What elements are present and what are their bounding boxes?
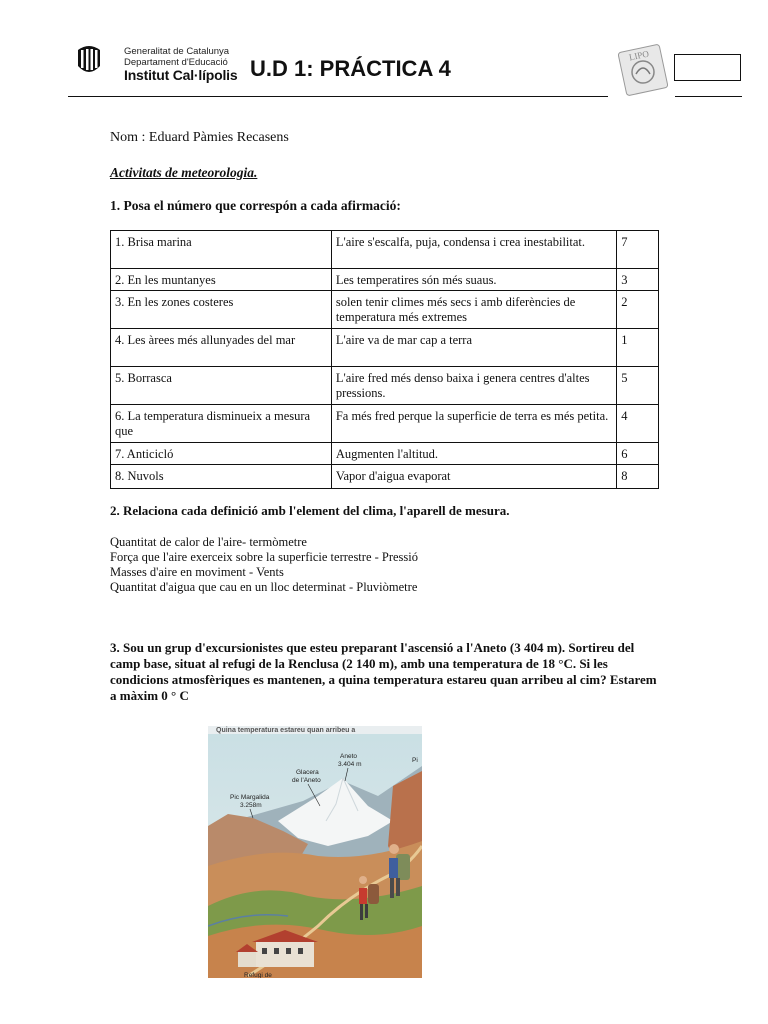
label-pic-altitude: 3.258m bbox=[240, 802, 262, 809]
page-title: U.D 1: PRÁCTICA 4 bbox=[250, 56, 451, 81]
label-glacera-aneto: de l'Aneto bbox=[292, 777, 321, 784]
table-cell-statement: 7. Anticicló bbox=[111, 443, 332, 465]
institution-line-3: Institut Cal·lípolis bbox=[124, 67, 238, 83]
institution-line-1: Generalitat de Catalunya bbox=[124, 46, 230, 57]
institution-line-2: Departament d'Educació bbox=[124, 57, 228, 68]
table-cell-number: 1 bbox=[617, 329, 659, 367]
label-right-peak: Pi bbox=[412, 757, 418, 764]
table-row bbox=[111, 231, 659, 269]
activity-heading: Activitats de meteorologia. bbox=[110, 165, 258, 180]
label-refugi: Refugi de bbox=[244, 972, 272, 978]
header-divider-right bbox=[675, 96, 742, 97]
label-glacera: Glacera bbox=[296, 769, 319, 776]
table-cell-statement: 3. En les zones costeres bbox=[111, 291, 332, 329]
table-cell-number: 7 bbox=[617, 231, 659, 269]
table-cell-number: 4 bbox=[617, 405, 659, 443]
answer-line: Força que l'aire exerceix sobre la superficie terrestre - Pressió bbox=[110, 550, 419, 564]
table-cell-statement: 4. Les àrees més allunyades del mar bbox=[111, 329, 332, 367]
table-cell-description: L'aire va de mar cap a terra bbox=[331, 329, 616, 367]
table-row bbox=[111, 443, 659, 465]
matching-table bbox=[110, 230, 659, 489]
answer-line: Quantitat de calor de l'aire- termòmetre bbox=[110, 535, 307, 549]
question-3-text: 3. Sou un grup d'excursionistes que esteu preparant l'ascensió a l'Aneto (3 404 m). Sortireu del camp base, situat al refugi de la Renclusa (2 140 m), amb una temperatura de 18 °C. Si les condicions atmosfèriques es mantenen, a quina temperatura estareu quan arribeu al cim? Estarem a màxim 0 ° C bbox=[110, 640, 657, 703]
question-1-title: 1. Posa el número que correspón a cada afirmació: bbox=[110, 198, 401, 213]
table-row bbox=[111, 269, 659, 291]
table-row bbox=[111, 405, 659, 443]
table-cell-statement: 8. Nuvols bbox=[111, 465, 332, 489]
generalitat-logo-icon bbox=[75, 44, 103, 76]
table-cell-number: 6 bbox=[617, 443, 659, 465]
table-cell-number: 2 bbox=[617, 291, 659, 329]
table-cell-description: L'aire s'escalfa, puja, condensa i crea inestabilitat. bbox=[331, 231, 616, 269]
label-aneto-altitude: 3.404 m bbox=[338, 761, 362, 768]
mountain-illustration bbox=[208, 726, 422, 978]
label-aneto: Aneto bbox=[340, 753, 357, 760]
student-name: Nom : Eduard Pàmies Recasens bbox=[110, 130, 289, 145]
answer-line: Masses d'aire en moviment - Vents bbox=[110, 565, 284, 579]
table-cell-description: Les temperatires són més suaus. bbox=[331, 269, 616, 291]
answer-line: Quantitat d'aigua que cau en un lloc determinat - Pluviòmetre bbox=[110, 580, 418, 594]
illustration-top-caption: Quina temperatura estareu quan arribeu a bbox=[216, 727, 356, 734]
question-2-answers bbox=[110, 535, 418, 595]
table-cell-description: Augmenten l'altitud. bbox=[331, 443, 616, 465]
grade-box[interactable] bbox=[674, 54, 741, 81]
header-divider bbox=[68, 96, 608, 97]
table-row bbox=[111, 465, 659, 489]
table-cell-statement: 6. La temperatura disminueix a mesura que bbox=[111, 405, 332, 443]
table-cell-description: Vapor d'aigua evaporat bbox=[331, 465, 616, 489]
school-stamp-icon bbox=[618, 44, 668, 96]
table-row bbox=[111, 291, 659, 329]
table-row bbox=[111, 329, 659, 367]
table-cell-description: L'aire fred més denso baixa i genera centres d'altes pressions. bbox=[331, 367, 616, 405]
question-2-title: 2. Relaciona cada definició amb l'element del clima, l'aparell de mesura. bbox=[110, 503, 510, 518]
table-cell-number: 5 bbox=[617, 367, 659, 405]
table-cell-number: 8 bbox=[617, 465, 659, 489]
label-pic-margalida: Pic Margalida bbox=[230, 794, 270, 801]
table-cell-description: Fa més fred perque la superficie de terra es més petita. bbox=[331, 405, 616, 443]
table-cell-statement: 1. Brisa marina bbox=[111, 231, 332, 269]
stamp-text: LIPO bbox=[628, 48, 650, 63]
table-cell-statement: 5. Borrasca bbox=[111, 367, 332, 405]
table-cell-description: solen tenir climes més secs i amb diferències de temperatura més extremes bbox=[331, 291, 616, 329]
table-cell-number: 3 bbox=[617, 269, 659, 291]
institution-name bbox=[124, 46, 237, 81]
table-cell-statement: 2. En les muntanyes bbox=[111, 269, 332, 291]
table-row bbox=[111, 367, 659, 405]
